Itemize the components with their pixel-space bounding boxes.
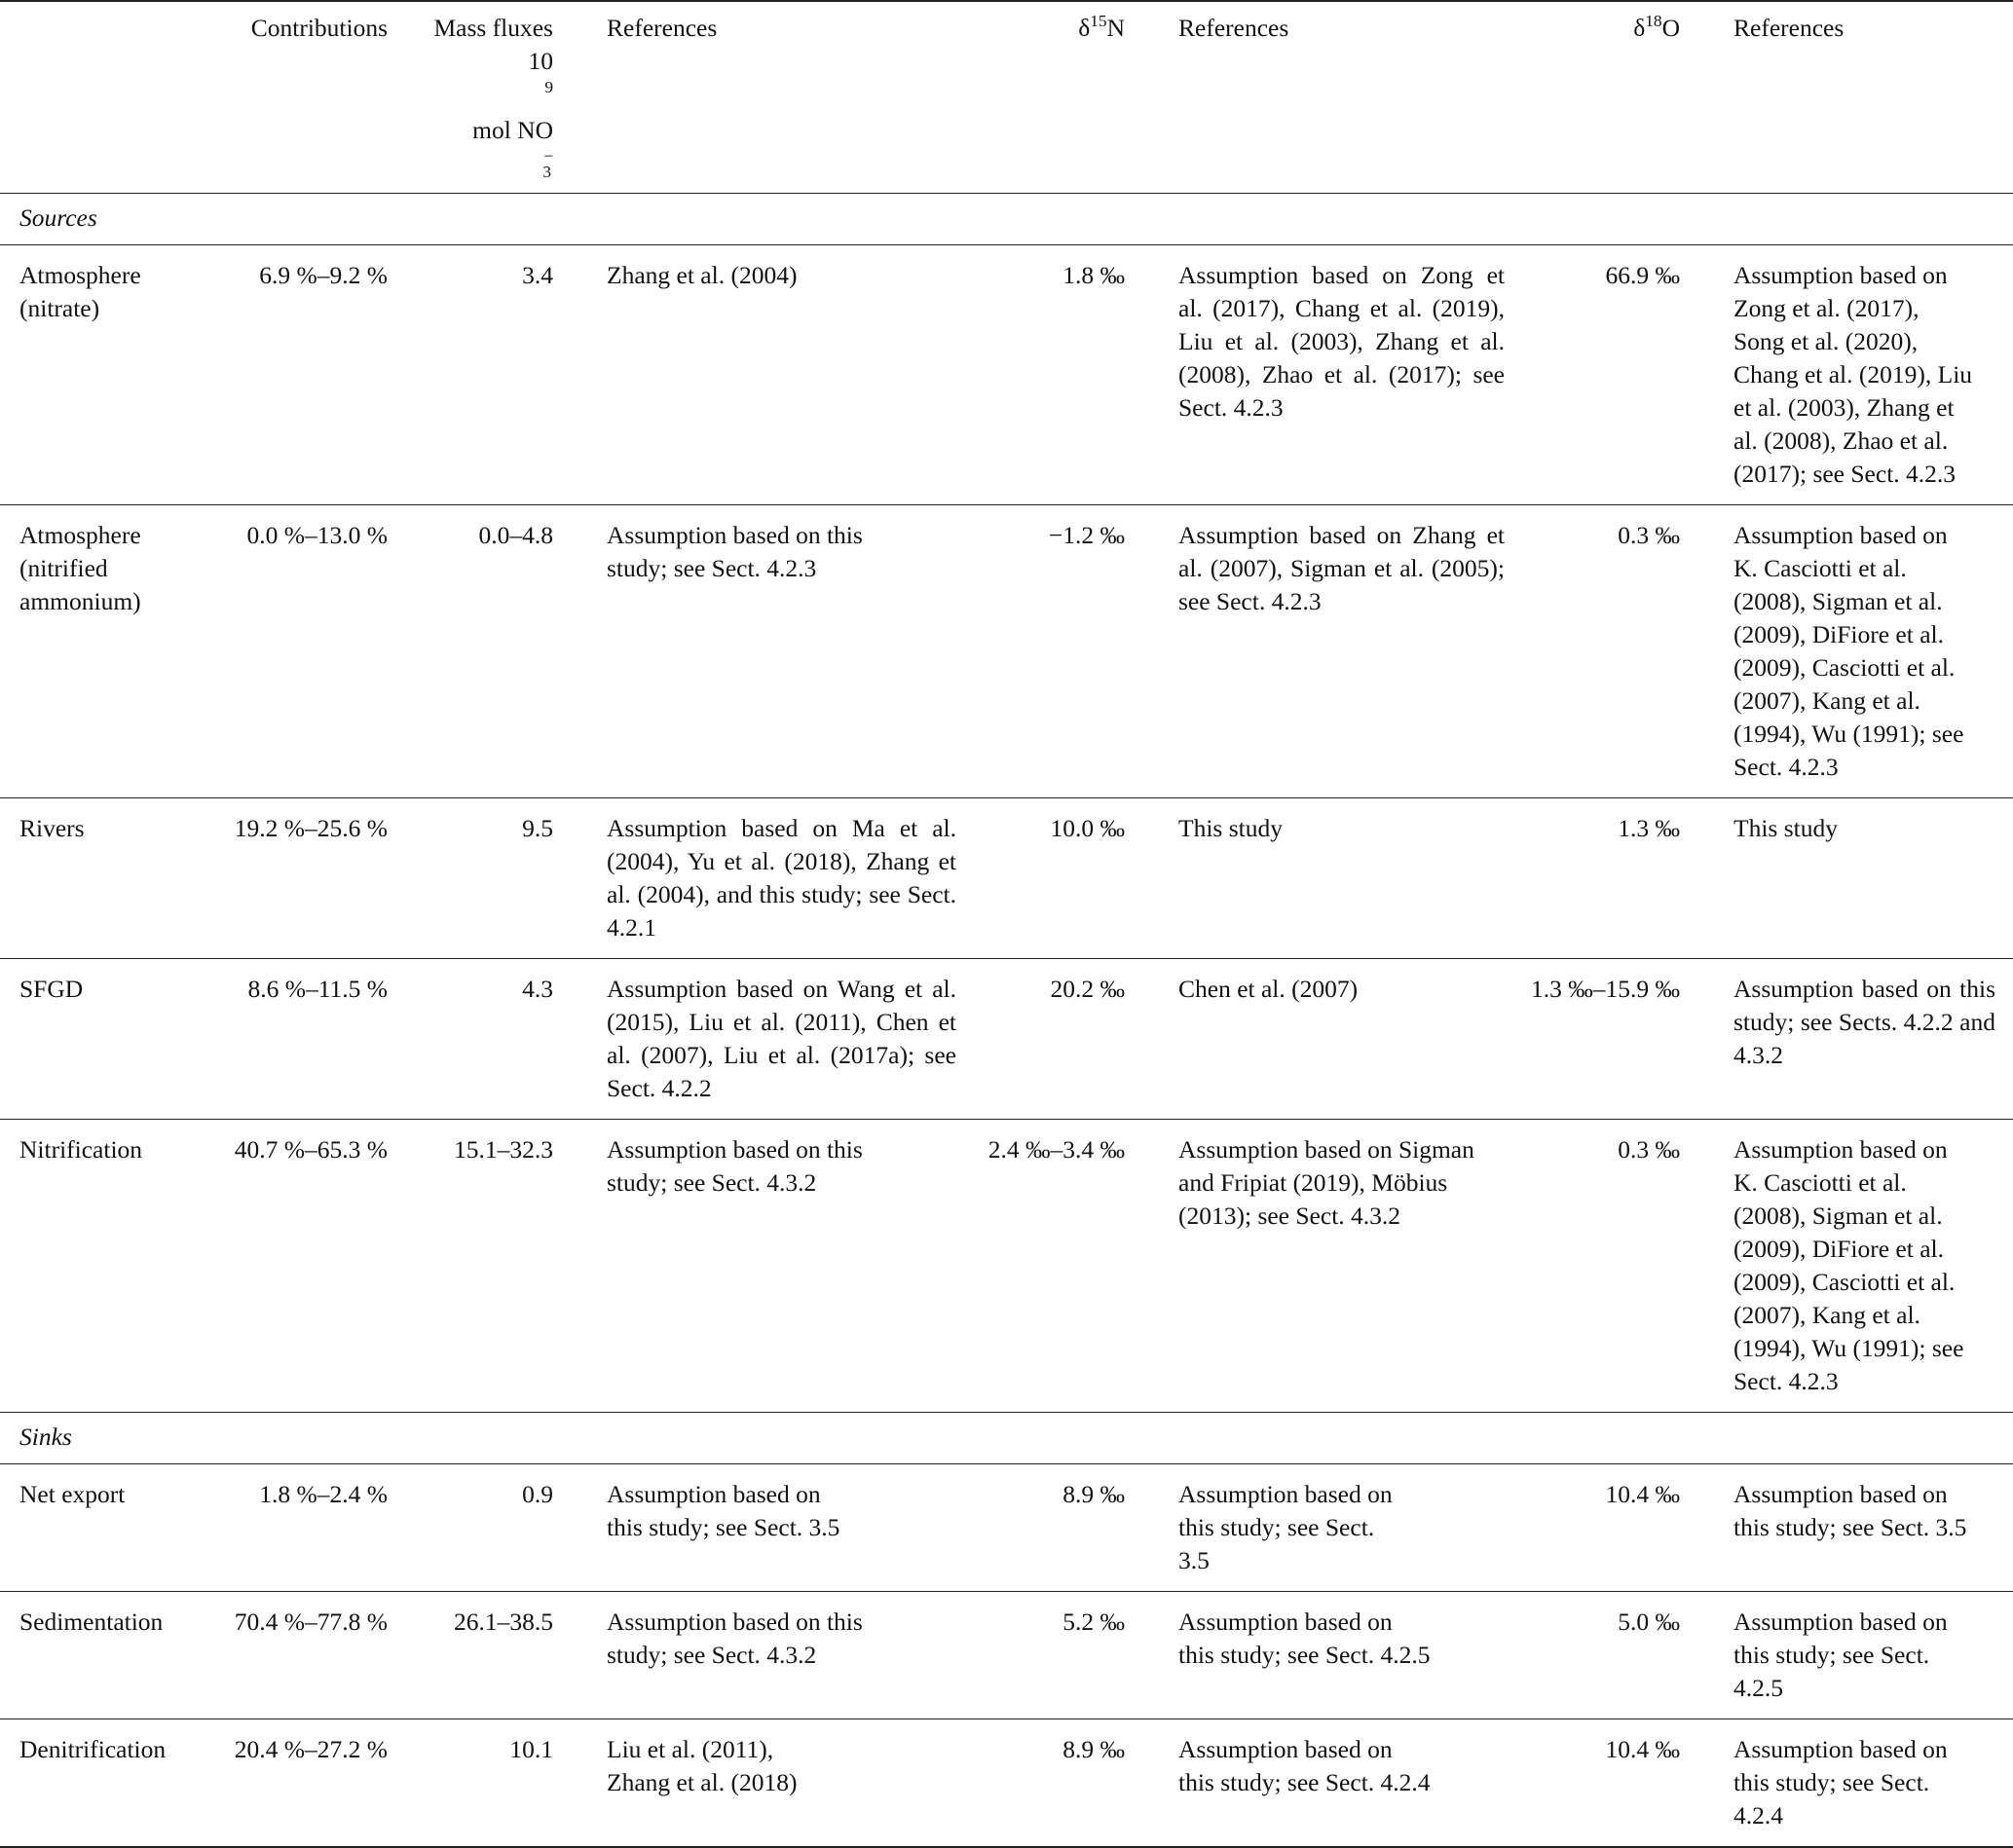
row-contribution: 8.6 %–11.5 % <box>212 959 388 1120</box>
table-row <box>0 505 2013 798</box>
row-mass-flux: 4.3 <box>388 959 573 1120</box>
row-d18o: 0.3 ‰ <box>1529 505 1699 798</box>
row-name: Rivers <box>0 798 212 959</box>
row-d18o: 10.4 ‰ <box>1529 1719 1699 1848</box>
table-row <box>0 1592 2013 1719</box>
header-contributions: Contributions <box>212 1 388 194</box>
row-d15n: 8.9 ‰ <box>974 1464 1144 1592</box>
row-d18o-ref: Assumption based on K. Casciotti et al. (2008), Sigman et al. (2009), DiFiore et al. (2009), Casciotti et al. (2007), Kang et al. (1994), Wu (1991); see Sect. 4.2.3 <box>1699 505 2013 798</box>
table-row <box>0 1719 2013 1848</box>
header-references-d18o: References <box>1699 1 2013 194</box>
row-d18o-ref: Assumption based on this study; see Sects. 4.2.2 and 4.3.2 <box>1699 959 2013 1120</box>
row-name: SFGD <box>0 959 212 1120</box>
header-d15n: $\delta^{15}N$ <box>974 1 1144 194</box>
row-d15n: 20.2 ‰ <box>974 959 1144 1120</box>
row-d15n-ref: Assumption based on Zong et al. (2017), Chang et al. (2019), Liu et al. (2003), Zhang et al. (2008), Zhao et al. (2017); see Sect. 4.2.3 <box>1144 245 1529 505</box>
table-row <box>0 1464 2013 1592</box>
row-d15n-ref: Assumption based on Zhang et al. (2007), Sigman et al. (2005); see Sect. 4.2.3 <box>1144 505 1529 798</box>
row-flux-ref: Liu et al. (2011), Zhang et al. (2018) <box>573 1719 974 1848</box>
section-sources <box>0 194 2013 245</box>
row-contribution: 1.8 %–2.4 % <box>212 1464 388 1592</box>
row-flux-ref: Assumption based on this study; see Sect. 4.3.2 <box>573 1120 974 1413</box>
row-d18o: 5.0 ‰ <box>1529 1592 1699 1719</box>
row-contribution: 0.0 %–13.0 % <box>212 505 388 798</box>
row-d15n-ref: Chen et al. (2007) <box>1144 959 1529 1120</box>
row-mass-flux: 0.9 <box>388 1464 573 1592</box>
row-d15n: −1.2 ‰ <box>974 505 1144 798</box>
row-d15n: 10.0 ‰ <box>974 798 1144 959</box>
row-contribution: 6.9 %–9.2 % <box>212 245 388 505</box>
row-d15n-ref: Assumption based on Sigman and Fripiat (2019), Möbius (2013); see Sect. 4.3.2 <box>1144 1120 1529 1413</box>
row-flux-ref: Assumption based on this study; see Sect. 4.2.3 <box>573 505 974 798</box>
row-flux-ref: Assumption based on Ma et al. (2004), Yu et al. (2018), Zhang et al. (2004), and this study; see Sect. 4.2.1 <box>573 798 974 959</box>
header-d18o: $\delta^{18}O$ <box>1529 1 1699 194</box>
row-mass-flux: 3.4 <box>388 245 573 505</box>
row-d18o: 1.3 ‰–15.9 ‰ <box>1529 959 1699 1120</box>
row-name: Denitrification <box>0 1719 212 1848</box>
section-label: Sources <box>0 194 2013 245</box>
table-header <box>0 1 2013 194</box>
row-name: Nitrification <box>0 1120 212 1413</box>
header-empty <box>0 1 212 194</box>
row-contribution: 19.2 %–25.6 % <box>212 798 388 959</box>
row-contribution: 40.7 %–65.3 % <box>212 1120 388 1413</box>
row-mass-flux: 10.1 <box>388 1719 573 1848</box>
row-d18o-ref: Assumption based on Zong et al. (2017), Song et al. (2020), Chang et al. (2019), Liu et al. (2003), Zhang et al. (2008), Zhao et al. (2017); see Sect. 4.2.3 <box>1699 245 2013 505</box>
row-mass-flux: 0.0–4.8 <box>388 505 573 798</box>
section-label: Sinks <box>0 1413 2013 1464</box>
row-d18o-ref: Assumption based on this study; see Sect. 3.5 <box>1699 1464 2013 1592</box>
row-mass-flux: 9.5 <box>388 798 573 959</box>
row-d15n-ref: Assumption based on this study; see Sect. 4.2.5 <box>1144 1592 1529 1719</box>
row-d18o-ref: Assumption based on this study; see Sect. 4.2.5 <box>1699 1592 2013 1719</box>
row-d18o: 66.9 ‰ <box>1529 245 1699 505</box>
header-references-d15n: References <box>1144 1 1529 194</box>
row-d15n: 2.4 ‰–3.4 ‰ <box>974 1120 1144 1413</box>
header-mass-fluxes: Mass fluxes 10 $^9$ mol NO $_3$− <box>388 1 573 194</box>
row-name: Atmosphere (nitrate) <box>0 245 212 505</box>
row-contribution: 70.4 %–77.8 % <box>212 1592 388 1719</box>
row-name: Net export <box>0 1464 212 1592</box>
row-flux-ref: Zhang et al. (2004) <box>573 245 974 505</box>
table-row <box>0 245 2013 505</box>
row-d15n-ref: This study <box>1144 798 1529 959</box>
row-flux-ref: Assumption based on this study; see Sect. 4.3.2 <box>573 1592 974 1719</box>
row-d15n: 8.9 ‰ <box>974 1719 1144 1848</box>
header-references-flux: References <box>573 1 974 194</box>
table-row <box>0 1120 2013 1413</box>
row-d18o: 1.3 ‰ <box>1529 798 1699 959</box>
row-mass-flux: 26.1–38.5 <box>388 1592 573 1719</box>
row-flux-ref: Assumption based on Wang et al. (2015), Liu et al. (2011), Chen et al. (2007), Liu et al. (2017a); see Sect. 4.2.2 <box>573 959 974 1120</box>
row-flux-ref: Assumption based on this study; see Sect. 3.5 <box>573 1464 974 1592</box>
row-name: Atmosphere (nitrified ammonium) <box>0 505 212 798</box>
row-d18o-ref: Assumption based on K. Casciotti et al. (2008), Sigman et al. (2009), DiFiore et al. (2009), Casciotti et al. (2007), Kang et al. (1994), Wu (1991); see Sect. 4.2.3 <box>1699 1120 2013 1413</box>
row-name: Sedimentation <box>0 1592 212 1719</box>
row-d18o: 0.3 ‰ <box>1529 1120 1699 1413</box>
row-d18o-ref: This study <box>1699 798 2013 959</box>
row-contribution: 20.4 %–27.2 % <box>212 1719 388 1848</box>
row-d18o: 10.4 ‰ <box>1529 1464 1699 1592</box>
table-row <box>0 959 2013 1120</box>
table-row <box>0 798 2013 959</box>
row-d15n-ref: Assumption based on this study; see Sect. 4.2.4 <box>1144 1719 1529 1848</box>
section-sinks <box>0 1413 2013 1464</box>
row-mass-flux: 15.1–32.3 <box>388 1120 573 1413</box>
row-d15n-ref: Assumption based on this study; see Sect. 3.5 <box>1144 1464 1529 1592</box>
row-d15n: 5.2 ‰ <box>974 1592 1144 1719</box>
row-d15n: 1.8 ‰ <box>974 245 1144 505</box>
row-d18o-ref: Assumption based on this study; see Sect. 4.2.4 <box>1699 1719 2013 1848</box>
